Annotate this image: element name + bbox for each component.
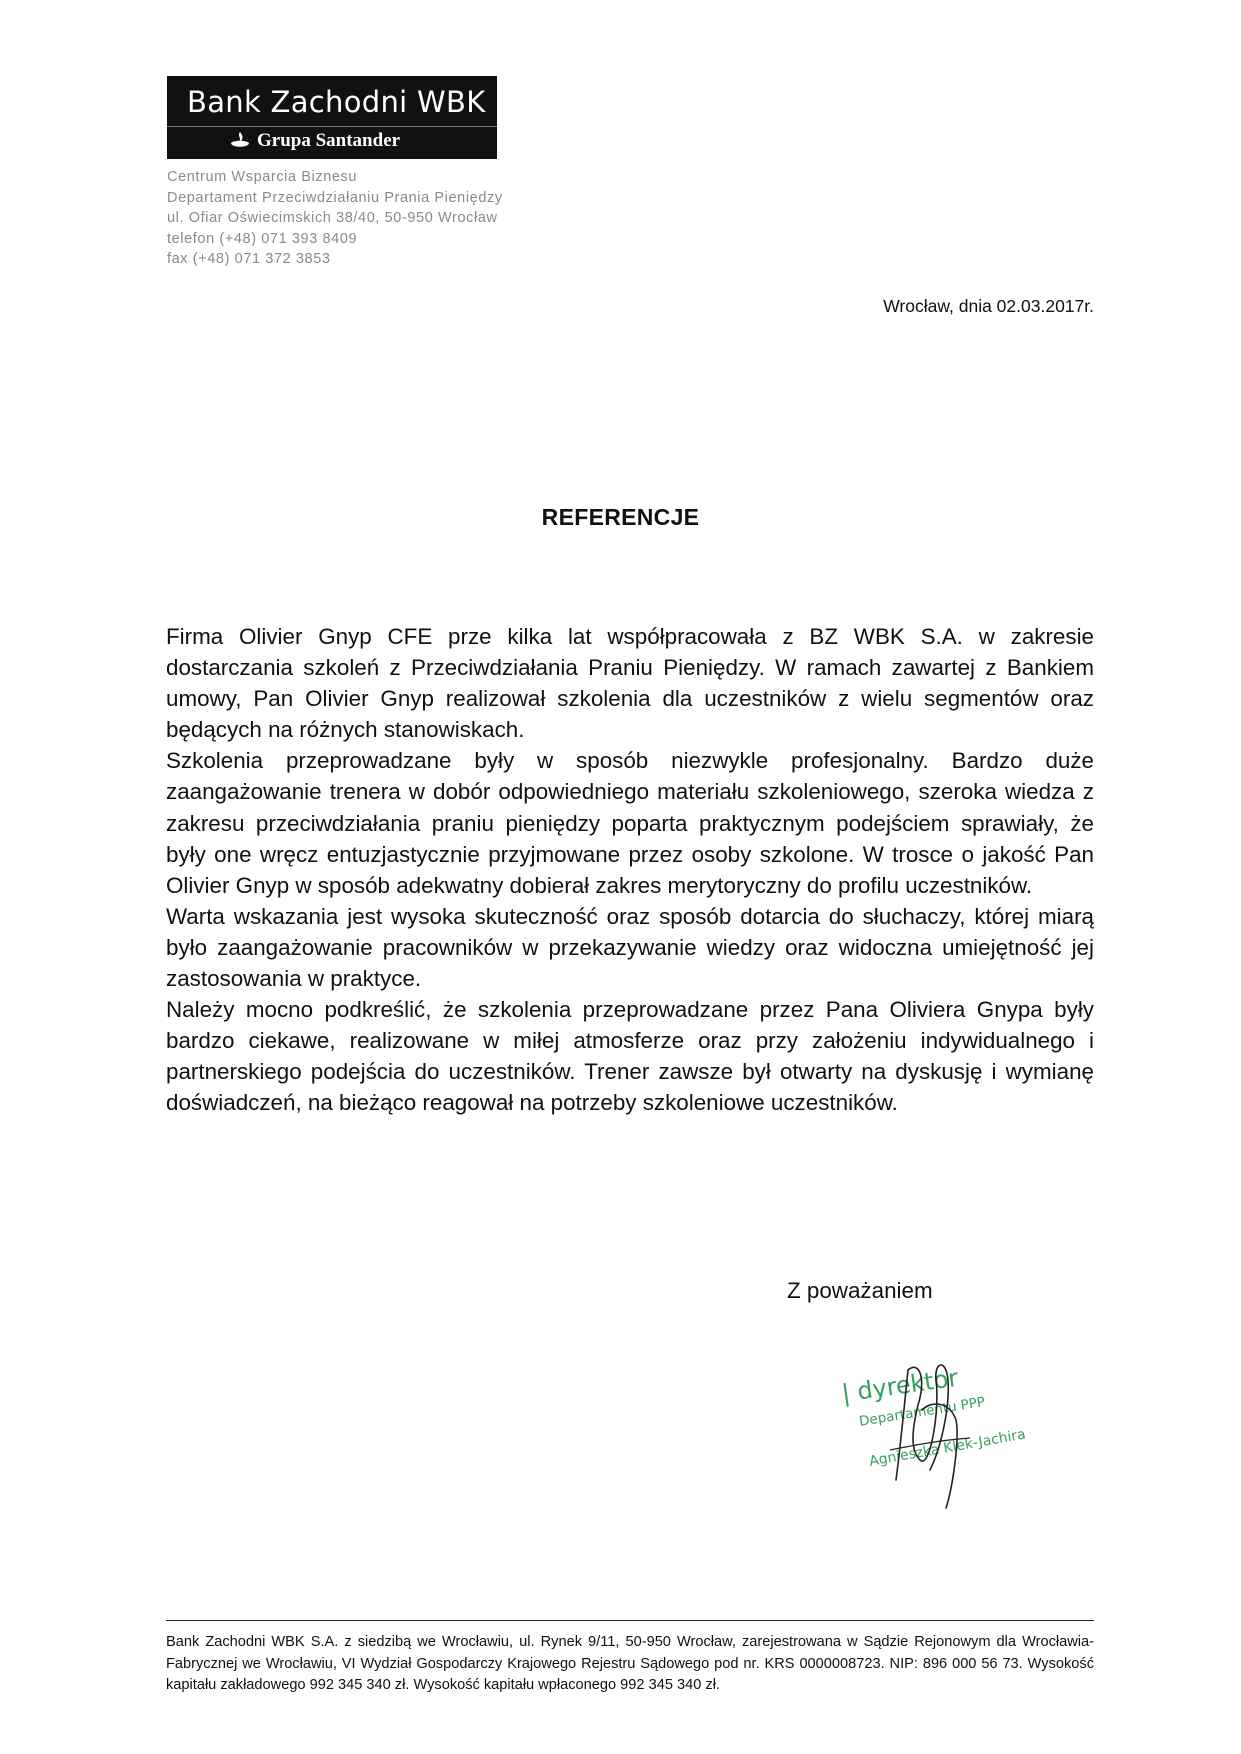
closing-salutation: Z poważaniem xyxy=(787,1278,933,1303)
stamp-person: Agnieszka Klek-Jachira xyxy=(868,1426,1027,1470)
logo-group xyxy=(229,130,400,152)
date-line: Wrocław, dnia 02.03.2017r. xyxy=(883,296,1094,316)
sender-line: fax (+48) 071 372 3853 xyxy=(167,251,331,267)
footer-legal-note: Bank Zachodni WBK S.A. z siedzibą we Wrocławiu, ul. Rynek 9/11, 50-950 Wrocław, zarejestrowana w Sądzie Rejonowym dla Wrocławia-Fabrycznej we Wrocławiu, VI Wydział Gospodarczy Krajowego Rejestru Sądowego pod nr. KRS 0000008723. NIP: 896 000 56 73. Wysokość kapitału zakładowego 992 345 340 zł. Wysokość kapitału wpłaconego 992 345 340 zł. xyxy=(166,1634,1094,1693)
santander-flame-icon xyxy=(229,131,251,151)
sender-line: Centrum Wsparcia Biznesu xyxy=(167,169,358,185)
document-heading: REFERENCJE xyxy=(541,504,700,530)
logo-bank-name: Bank Zachodni WBK xyxy=(187,85,486,119)
sender-address xyxy=(167,167,503,270)
body-paragraph: Firma Olivier Gnyp CFE prze kilka lat współpracowała z BZ WBK S.A. w zakresie dostarczania szkoleń z Przeciwdziałania Praniu Pieniędzy. W ramach zawartej z Bankiem umowy, Pan Olivier Gnyp realizował szkolenia dla uczestników z wielu segmentów oraz będących na różnych stanowiskach. xyxy=(166,624,1094,743)
body-paragraph: Warta wskazania jest wysoka skuteczność oraz sposób dotarcia do słuchaczy, której miarą było zaangażowanie pracowników w przekazywanie wiedzy oraz widoczna umiejętność jej zastosowania w praktyce. xyxy=(166,903,1094,992)
body-paragraph: Należy mocno podkreślić, że szkolenia przeprowadzane przez Pana Oliviera Gnypa były bardzo ciekawe, realizowane w miłej atmosferze oraz przy założeniu indywidualnego i partnerskiego podejścia do uczestników. Trener zawsze był otwarty na dyskusję i wymianę doświadczeń, na bieżąco reagował na potrzeby szkoleniowe uczestników. xyxy=(166,997,1094,1116)
footer-divider xyxy=(166,1620,1094,1621)
letter-body xyxy=(166,621,1094,1119)
sender-line: Departament Przeciwdziałaniu Prania Pieniędzy xyxy=(167,189,503,206)
bank-logo xyxy=(167,76,497,159)
body-paragraph: Szkolenia przeprowadzane były w sposób niezwykle profesjonalny. Bardzo duże zaangażowanie trenera w dobór odpowiedniego materiału szkoleniowego, szeroka wiedza z zakresu przeciwdziałania praniu pieniędzy poparta praktycznym podejściem sprawiały, że były one wręcz entuzjastycznie przyjmowane przez osoby szkolone. W trosce o jakość Pan Olivier Gnyp w sposób adekwatny dobierał zakres merytoryczny do profilu uczestników. xyxy=(166,748,1094,898)
stamp-department: Departamentu PPP xyxy=(858,1394,987,1430)
logo-divider xyxy=(167,126,497,127)
sender-line: telefon (+48) 071 393 8409 xyxy=(167,230,358,247)
stamp-title: | dyrektor xyxy=(840,1363,960,1408)
sender-line: ul. Ofiar Oświecimskich 38/40, 50-950 Wrocław xyxy=(167,210,498,226)
logo-group-name: Grupa Santander xyxy=(257,130,401,151)
handwritten-signature xyxy=(860,1350,1010,1510)
